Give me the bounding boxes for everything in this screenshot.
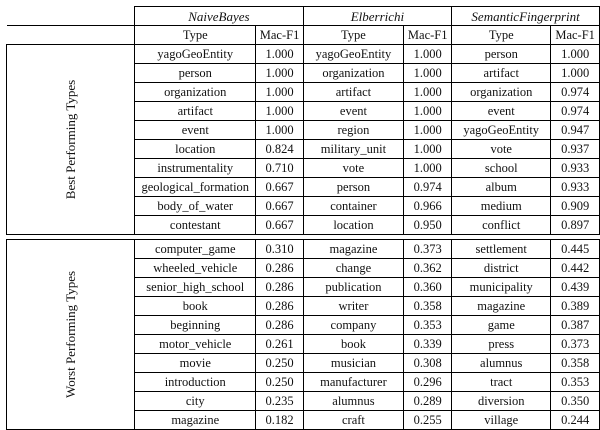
score-cell: 0.360 — [404, 278, 452, 297]
score-cell: 0.445 — [551, 240, 600, 259]
score-cell: 0.250 — [256, 373, 303, 392]
score-cell: 0.286 — [256, 297, 303, 316]
table-row — [7, 45, 600, 64]
type-cell: vote — [452, 140, 551, 159]
type-cell: album — [452, 178, 551, 197]
type-cell: city — [135, 392, 256, 411]
type-cell: region — [303, 121, 404, 140]
score-cell: 0.824 — [256, 140, 303, 159]
score-cell: 0.350 — [551, 392, 600, 411]
score-cell: 1.000 — [404, 159, 452, 178]
type-cell: military_unit — [303, 140, 404, 159]
type-cell: magazine — [135, 411, 256, 430]
score-cell: 0.710 — [256, 159, 303, 178]
group-label: Worst Performing Types — [63, 270, 79, 398]
score-cell: 0.667 — [256, 178, 303, 197]
type-cell: diversion — [452, 392, 551, 411]
score-cell: 0.339 — [404, 335, 452, 354]
score-cell: 0.974 — [551, 83, 600, 102]
type-cell: musician — [303, 354, 404, 373]
type-cell: person — [303, 178, 404, 197]
score-cell: 1.000 — [256, 64, 303, 83]
score-cell: 0.389 — [551, 297, 600, 316]
type-cell: tract — [452, 373, 551, 392]
results-table — [6, 6, 600, 430]
corner-cell — [7, 7, 135, 26]
type-cell: instrumentality — [135, 159, 256, 178]
type-cell: manufacturer — [303, 373, 404, 392]
col-header-type: Type — [303, 26, 404, 45]
col-header-type: Type — [452, 26, 551, 45]
type-cell: magazine — [303, 240, 404, 259]
type-cell: school — [452, 159, 551, 178]
type-cell: vote — [303, 159, 404, 178]
type-cell: location — [303, 216, 404, 235]
col-header-type: Type — [135, 26, 256, 45]
column-header-row — [7, 26, 600, 45]
score-cell: 1.000 — [256, 83, 303, 102]
type-cell: conflict — [452, 216, 551, 235]
model-header-row — [7, 7, 600, 26]
type-cell: company — [303, 316, 404, 335]
type-cell: alumnus — [303, 392, 404, 411]
score-cell: 0.250 — [256, 354, 303, 373]
type-cell: craft — [303, 411, 404, 430]
score-cell: 0.974 — [551, 102, 600, 121]
type-cell: artifact — [135, 102, 256, 121]
model-header-naivebayes: NaiveBayes — [135, 7, 304, 26]
type-cell: event — [452, 102, 551, 121]
score-cell: 1.000 — [256, 102, 303, 121]
score-cell: 0.261 — [256, 335, 303, 354]
group-label-cell — [7, 45, 135, 235]
type-cell: beginning — [135, 316, 256, 335]
type-cell: press — [452, 335, 551, 354]
table-row — [7, 240, 600, 259]
score-cell: 0.358 — [551, 354, 600, 373]
corner-cell — [7, 26, 135, 45]
type-cell: contestant — [135, 216, 256, 235]
type-cell: yagoGeoEntity — [135, 45, 256, 64]
score-cell: 0.373 — [551, 335, 600, 354]
score-cell: 0.182 — [256, 411, 303, 430]
type-cell: body_of_water — [135, 197, 256, 216]
type-cell: yagoGeoEntity — [303, 45, 404, 64]
type-cell: motor_vehicle — [135, 335, 256, 354]
score-cell: 0.933 — [551, 159, 600, 178]
score-cell: 1.000 — [404, 140, 452, 159]
score-cell: 1.000 — [551, 45, 600, 64]
type-cell: wheeled_vehicle — [135, 259, 256, 278]
score-cell: 0.667 — [256, 197, 303, 216]
score-cell: 0.255 — [404, 411, 452, 430]
type-cell: municipality — [452, 278, 551, 297]
score-cell: 0.353 — [551, 373, 600, 392]
group-label-cell — [7, 240, 135, 430]
type-cell: person — [135, 64, 256, 83]
type-cell: yagoGeoEntity — [452, 121, 551, 140]
score-cell: 0.358 — [404, 297, 452, 316]
score-cell: 1.000 — [404, 121, 452, 140]
score-cell: 1.000 — [404, 83, 452, 102]
type-cell: artifact — [452, 64, 551, 83]
type-cell: organization — [303, 64, 404, 83]
type-cell: book — [135, 297, 256, 316]
score-cell: 0.667 — [256, 216, 303, 235]
score-cell: 0.937 — [551, 140, 600, 159]
type-cell: village — [452, 411, 551, 430]
type-cell: game — [452, 316, 551, 335]
score-cell: 0.235 — [256, 392, 303, 411]
score-cell: 1.000 — [256, 45, 303, 64]
type-cell: medium — [452, 197, 551, 216]
type-cell: computer_game — [135, 240, 256, 259]
type-cell: district — [452, 259, 551, 278]
score-cell: 0.286 — [256, 259, 303, 278]
score-cell: 0.296 — [404, 373, 452, 392]
score-cell: 0.950 — [404, 216, 452, 235]
col-header-metric: Mac-F1 — [256, 26, 303, 45]
type-cell: event — [303, 102, 404, 121]
type-cell: artifact — [303, 83, 404, 102]
group-label: Best Performing Types — [63, 79, 79, 199]
type-cell: person — [452, 45, 551, 64]
type-cell: publication — [303, 278, 404, 297]
type-cell: writer — [303, 297, 404, 316]
score-cell: 1.000 — [551, 64, 600, 83]
score-cell: 0.286 — [256, 278, 303, 297]
model-header-elberrichi: Elberrichi — [303, 7, 452, 26]
score-cell: 0.897 — [551, 216, 600, 235]
type-cell: location — [135, 140, 256, 159]
score-cell: 0.387 — [551, 316, 600, 335]
type-cell: senior_high_school — [135, 278, 256, 297]
score-cell: 0.373 — [404, 240, 452, 259]
score-cell: 0.310 — [256, 240, 303, 259]
type-cell: geological_formation — [135, 178, 256, 197]
results-table-container — [6, 6, 600, 430]
score-cell: 0.442 — [551, 259, 600, 278]
score-cell: 1.000 — [404, 45, 452, 64]
type-cell: change — [303, 259, 404, 278]
type-cell: container — [303, 197, 404, 216]
score-cell: 0.909 — [551, 197, 600, 216]
type-cell: settlement — [452, 240, 551, 259]
score-cell: 0.947 — [551, 121, 600, 140]
score-cell: 0.244 — [551, 411, 600, 430]
type-cell: event — [135, 121, 256, 140]
model-header-semanticfingerprint: SemanticFingerprint — [452, 7, 600, 26]
type-cell: movie — [135, 354, 256, 373]
score-cell: 1.000 — [404, 102, 452, 121]
score-cell: 0.289 — [404, 392, 452, 411]
type-cell: introduction — [135, 373, 256, 392]
score-cell: 1.000 — [256, 121, 303, 140]
type-cell: book — [303, 335, 404, 354]
score-cell: 0.439 — [551, 278, 600, 297]
type-cell: organization — [135, 83, 256, 102]
score-cell: 0.353 — [404, 316, 452, 335]
type-cell: alumnus — [452, 354, 551, 373]
score-cell: 0.933 — [551, 178, 600, 197]
type-cell: magazine — [452, 297, 551, 316]
score-cell: 1.000 — [404, 64, 452, 83]
col-header-metric: Mac-F1 — [551, 26, 600, 45]
score-cell: 0.966 — [404, 197, 452, 216]
type-cell: organization — [452, 83, 551, 102]
score-cell: 0.362 — [404, 259, 452, 278]
col-header-metric: Mac-F1 — [404, 26, 452, 45]
score-cell: 0.286 — [256, 316, 303, 335]
score-cell: 0.308 — [404, 354, 452, 373]
score-cell: 0.974 — [404, 178, 452, 197]
